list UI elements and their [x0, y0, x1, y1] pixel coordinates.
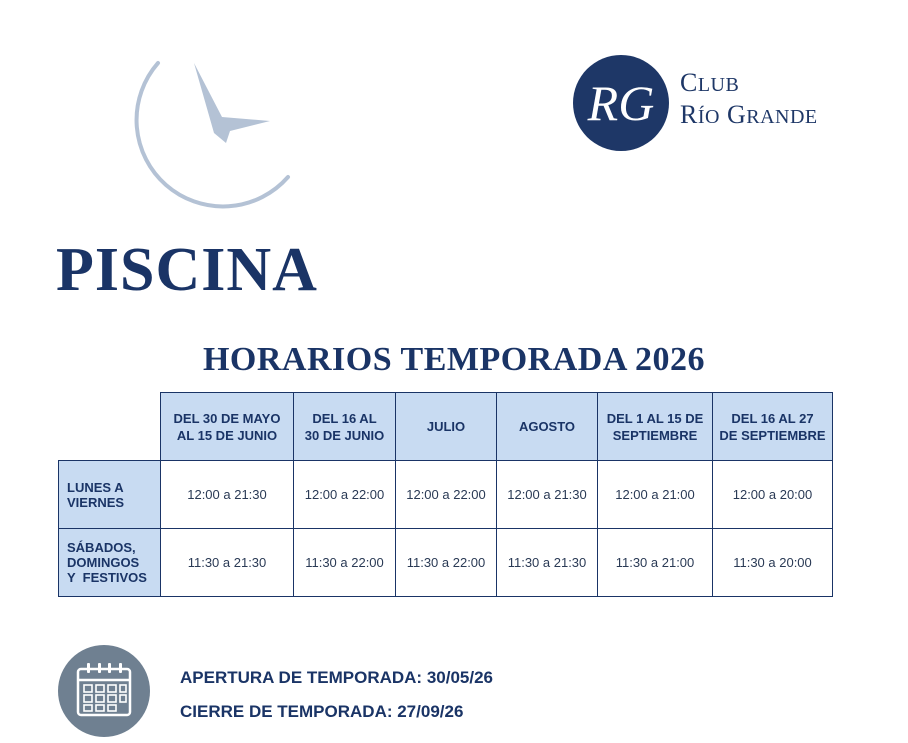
table-cell: 11:30 a 21:30 [161, 529, 294, 597]
schedule-title: HORARIOS TEMPORADA 2026 [202, 341, 706, 378]
clock-icon [118, 55, 308, 215]
column-header: DEL 30 DE MAYO AL 15 DE JUNIO [161, 393, 294, 461]
table-cell: 11:30 a 22:00 [396, 529, 497, 597]
club-name-line2: RÍO GRANDE [680, 100, 818, 129]
club-name [680, 68, 818, 132]
table-cell: 12:00 a 22:00 [396, 461, 497, 529]
season-opening: APERTURA DE TEMPORADA: 30/05/26 [180, 668, 493, 687]
page-title: PISCINA [56, 236, 318, 304]
schedule-table [58, 392, 833, 597]
table-cell: 12:00 a 21:00 [598, 461, 713, 529]
table-cell: 12:00 a 21:30 [497, 461, 598, 529]
row-header: SÁBADOS, DOMINGOS Y FESTIVOS [59, 529, 161, 597]
column-header: AGOSTO [497, 393, 598, 461]
table-cell: 12:00 a 21:30 [161, 461, 294, 529]
svg-text:RG: RG [587, 75, 655, 131]
club-logo-icon [572, 54, 670, 152]
table-cell: 11:30 a 21:30 [497, 529, 598, 597]
table-corner [59, 393, 161, 461]
calendar-icon [58, 645, 150, 737]
table-cell: 11:30 a 20:00 [713, 529, 833, 597]
column-header: JULIO [396, 393, 497, 461]
club-name-line1: CLUB [680, 68, 740, 97]
row-header: LUNES A VIERNES [59, 461, 161, 529]
table-cell: 11:30 a 21:00 [598, 529, 713, 597]
table-row [59, 461, 833, 529]
table-cell: 12:00 a 22:00 [294, 461, 396, 529]
season-closing: CIERRE DE TEMPORADA: 27/09/26 [180, 702, 464, 721]
column-header: DEL 1 AL 15 DE SEPTIEMBRE [598, 393, 713, 461]
table-row [59, 529, 833, 597]
column-header: DEL 16 AL 30 DE JUNIO [294, 393, 396, 461]
club-logo [572, 54, 872, 154]
table-header-row [59, 393, 833, 461]
table-cell: 11:30 a 22:00 [294, 529, 396, 597]
column-header: DEL 16 AL 27 DE SEPTIEMBRE [713, 393, 833, 461]
table-cell: 12:00 a 20:00 [713, 461, 833, 529]
